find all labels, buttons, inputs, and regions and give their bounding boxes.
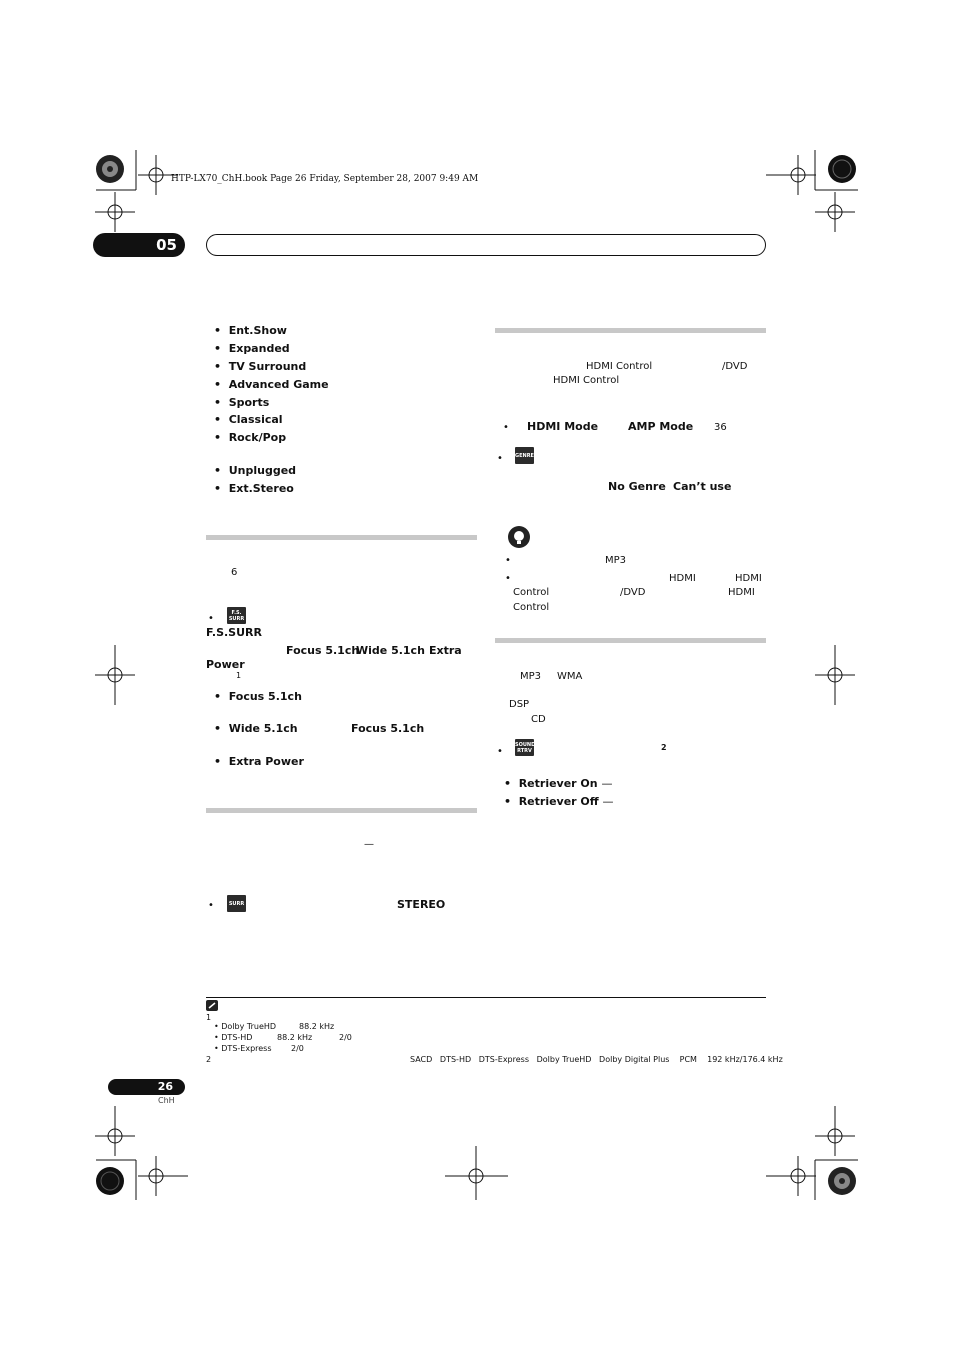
section-divider	[206, 808, 477, 813]
amp-mode-label: AMP Mode	[628, 420, 694, 433]
surr-button-icon: SURR	[227, 895, 246, 912]
list-item: • Retriever Off —	[504, 795, 614, 808]
sound-retriever-button-icon: SOUND RTRV	[515, 739, 534, 756]
note-line: • DTS-HD	[214, 1033, 253, 1042]
list-item: • Expanded	[214, 342, 290, 355]
section-divider	[206, 535, 477, 540]
bullet: •	[497, 453, 503, 464]
page-number: 26	[108, 1079, 185, 1095]
hdmi-text: HDMI	[735, 573, 762, 584]
list-item: • TV Surround	[214, 360, 307, 373]
note-value: 88.2 kHz	[277, 1033, 313, 1042]
cant-use-label: Can’t use	[673, 480, 732, 493]
list-item: • Sports	[214, 396, 270, 409]
dvd-text: /DVD	[722, 361, 748, 372]
tip-icon	[507, 525, 531, 549]
dash-text: —	[601, 777, 613, 790]
bullet: •	[505, 555, 511, 566]
list-item: • Rock/Pop	[214, 431, 287, 444]
wma-text: WMA	[557, 671, 583, 682]
list-item: • Advanced Game	[214, 378, 329, 391]
note-line: • DTS-Express	[214, 1044, 272, 1053]
note-number: 2	[206, 1055, 212, 1064]
mode-focus: Focus 5.1ch	[286, 644, 360, 657]
section-divider	[495, 638, 766, 643]
footnote-ref: 1	[236, 671, 242, 680]
file-info-header: HTP-LX70_ChH.book Page 26 Friday, September 28, 2007 9:49 AM	[171, 174, 479, 184]
list-item: • Ent.Show	[214, 324, 287, 337]
dash-text: —	[602, 795, 614, 808]
dvd-text: /DVD	[620, 587, 646, 598]
mp3-text: MP3	[605, 555, 627, 566]
note-line: • Dolby TrueHD	[214, 1022, 277, 1031]
note-number: 1	[206, 1013, 212, 1022]
section-divider	[495, 328, 766, 333]
bullet: •	[505, 573, 511, 584]
hdmi-control-text: HDMI Control	[553, 375, 620, 386]
mode-power: Power	[206, 658, 245, 671]
mode-ref: Focus 5.1ch	[351, 722, 425, 735]
no-genre-label: No Genre	[608, 480, 666, 493]
note-icon	[206, 1000, 218, 1011]
list-item: • Focus 5.1ch	[214, 690, 302, 703]
fs-surr-button-icon: F.S. SURR	[227, 607, 246, 624]
page-ref: 36	[714, 422, 727, 433]
bullet: •	[497, 746, 503, 757]
mp3-text: MP3	[520, 671, 542, 682]
dsp-text: DSP	[509, 699, 530, 710]
note-value: 2/0	[291, 1044, 304, 1053]
hdmi-text: HDMI	[669, 573, 696, 584]
mode-wide: Wide 5.1ch	[356, 644, 425, 657]
genre-button-icon: GENRE	[515, 447, 534, 464]
list-item: • Wide 5.1ch	[214, 722, 298, 735]
list-item: • Retriever On —	[504, 777, 613, 790]
dash-text: —	[364, 839, 374, 850]
hdmi-mode-label: HDMI Mode	[527, 420, 599, 433]
language-code: ChH	[158, 1096, 175, 1105]
bullet: •	[208, 613, 214, 624]
hdmi-text: HDMI	[728, 587, 755, 598]
bullet: •	[208, 900, 214, 911]
note-value: 88.2 kHz	[299, 1022, 335, 1031]
note-value: 2/0	[339, 1033, 352, 1042]
note-formats: SACD DTS-HD DTS-Express Dolby TrueHD Dolby Digital Plus PCM 192 kHz/176.4 kHz	[410, 1055, 783, 1064]
notes-rule	[206, 997, 766, 998]
list-item: • Classical	[214, 413, 283, 426]
list-item: • Ext.Stereo	[214, 482, 294, 495]
list-item: • Unplugged	[214, 464, 297, 477]
control-text: Control	[513, 602, 550, 613]
list-item: • Extra Power	[214, 755, 304, 768]
cd-text: CD	[531, 714, 546, 725]
stereo-label: STEREO	[397, 898, 446, 911]
number-text: 6	[231, 567, 238, 578]
chapter-title-frame	[206, 234, 766, 256]
bullet: •	[503, 422, 509, 433]
footnote-ref: 2	[661, 743, 667, 752]
control-text: Control	[513, 587, 550, 598]
mode-extra: Extra	[429, 644, 462, 657]
hdmi-control-text: HDMI Control	[586, 361, 653, 372]
fs-surr-label: F.S.SURR	[206, 626, 262, 639]
chapter-badge: 05	[93, 233, 185, 257]
